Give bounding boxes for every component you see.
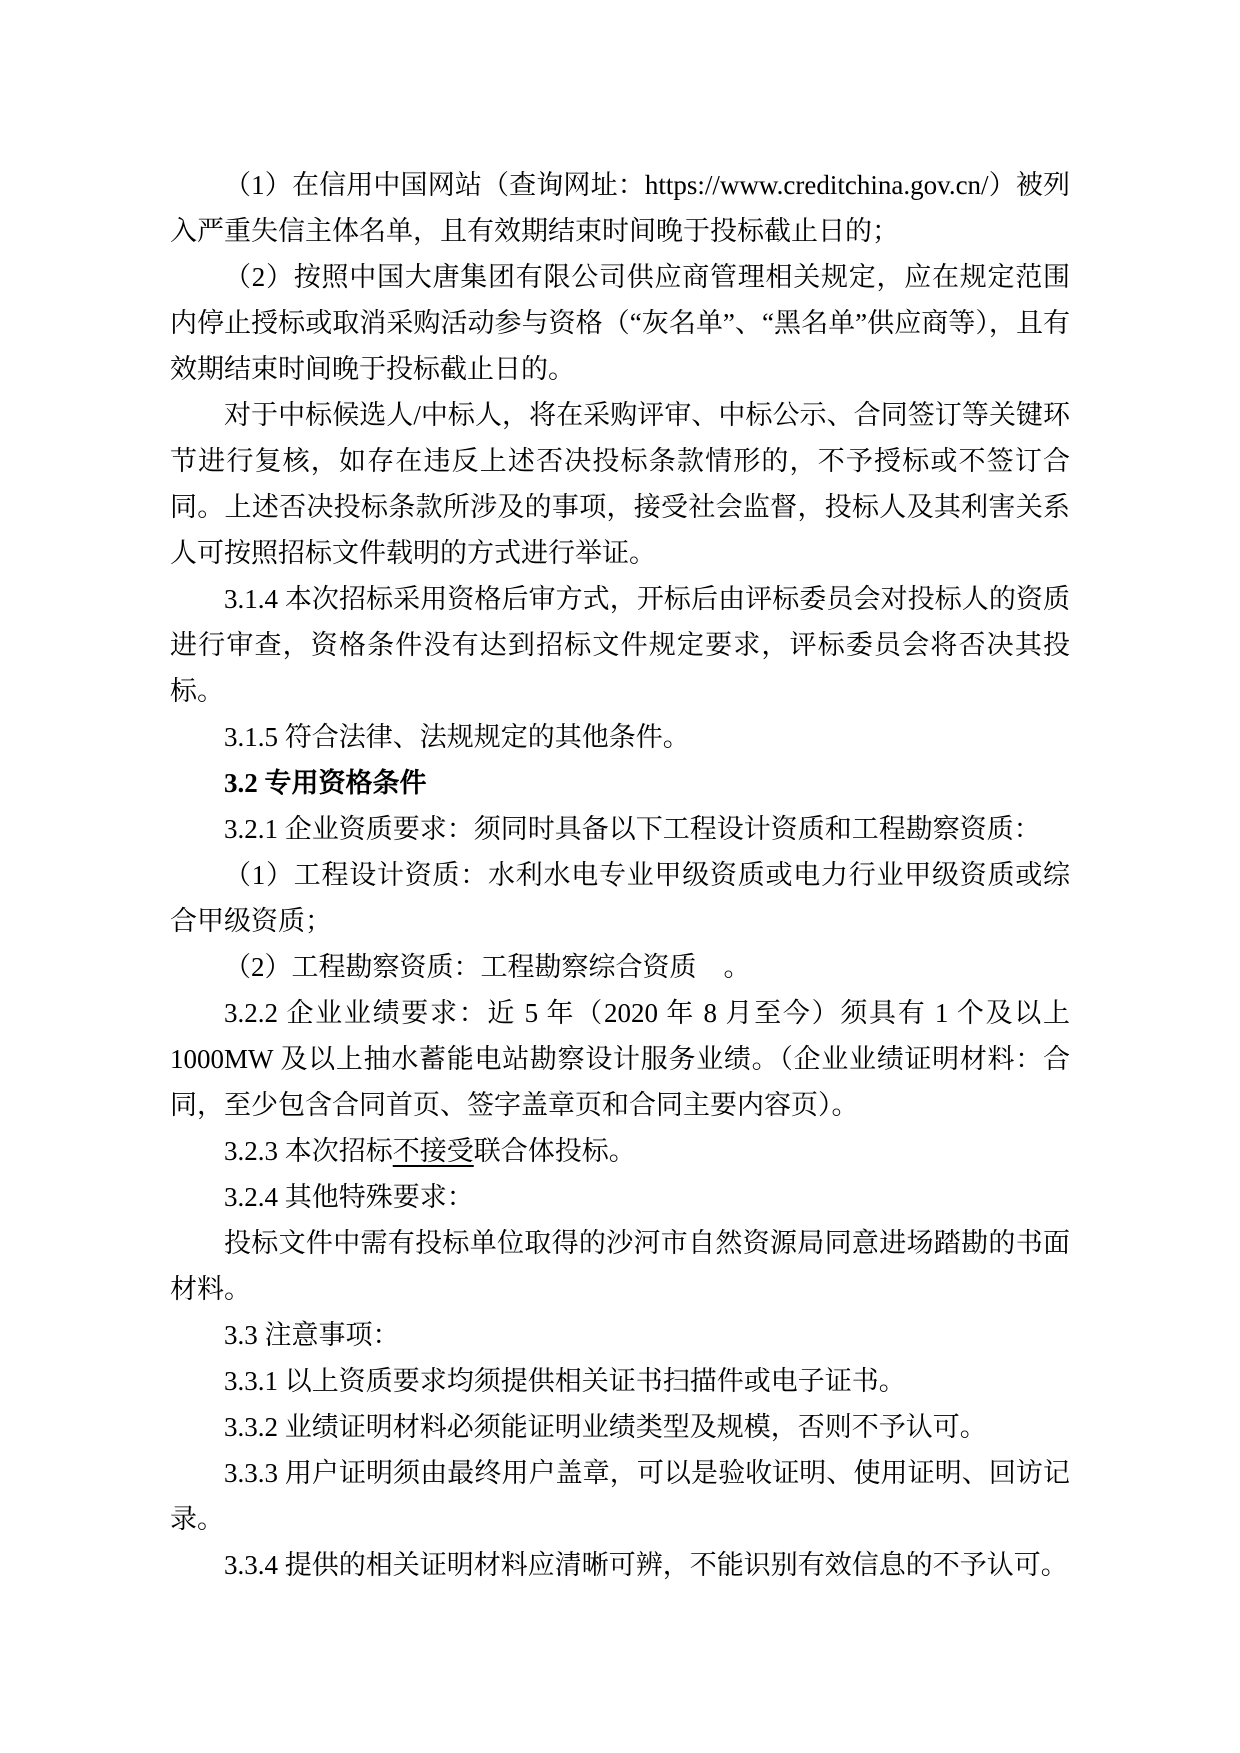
paragraph <box>170 254 1070 392</box>
paragraph <box>170 714 1070 760</box>
paragraph <box>170 1312 1070 1358</box>
paragraph <box>170 1404 1070 1450</box>
paragraph <box>170 392 1070 576</box>
underlined-text: 不接受 <box>392 1136 474 1166</box>
text-run: 3.2.1 企业资质要求：须同时具备以下工程设计资质和工程勘察资质： <box>224 814 1041 844</box>
paragraph <box>170 162 1070 254</box>
text-run: 3.3.3 用户证明须由最终用户盖章，可以是验收证明、使用证明、回访记录。 <box>170 1458 1070 1534</box>
paragraph <box>170 1450 1070 1542</box>
paragraph <box>170 1128 1070 1174</box>
paragraph <box>170 1358 1070 1404</box>
paragraph <box>170 1220 1070 1312</box>
text-run: 3.2.4 其他特殊要求： <box>224 1182 474 1212</box>
text-run: （2）工程勘察资质：工程勘察综合资质 。 <box>224 952 751 982</box>
text-run: 3.3.2 业绩证明材料必须能证明业绩类型及规模，否则不予认可。 <box>224 1412 987 1442</box>
section-heading <box>170 760 1070 806</box>
paragraph <box>170 1174 1070 1220</box>
text-run: 3.2.3 本次招标 <box>224 1136 393 1166</box>
paragraph <box>170 852 1070 944</box>
paragraph <box>170 990 1070 1128</box>
text-run: 3.3.1 以上资质要求均须提供相关证书扫描件或电子证书。 <box>224 1366 906 1396</box>
text-run: 3.3 注意事项： <box>224 1320 400 1350</box>
text-run: 3.1.4 本次招标采用资格后审方式，开标后由评标委员会对投标人的资质进行审查，资格条件没有达到招标文件规定要求，评标委员会将否决其投标。 <box>170 584 1070 706</box>
paragraph <box>170 576 1070 714</box>
text-run: 3.2 专用资格条件 <box>224 768 427 798</box>
text-run: 3.3.4 提供的相关证明材料应清晰可辨，不能识别有效信息的不予认可。 <box>224 1550 1068 1580</box>
document-body <box>170 162 1070 1588</box>
text-run: 联合体投标。 <box>473 1136 636 1166</box>
text-run: （1）工程设计资质：水利水电专业甲级资质或电力行业甲级资质或综合甲级资质； <box>170 860 1070 936</box>
paragraph <box>170 1542 1070 1588</box>
text-run: （2）按照中国大唐集团有限公司供应商管理相关规定，应在规定范围内停止授标或取消采购活动参与资格（“灰名单”、“黑名单”供应商等），且有效期结束时间晚于投标截止日的。 <box>170 262 1070 384</box>
text-run: 3.1.5 符合法律、法规规定的其他条件。 <box>224 722 690 752</box>
paragraph <box>170 806 1070 852</box>
text-run: （1）在信用中国网站（查询网址：https://www.creditchina.gov.cn/）被列入严重失信主体名单，且有效期结束时间晚于投标截止日的； <box>170 170 1070 246</box>
text-run: 投标文件中需有投标单位取得的沙河市自然资源局同意进场踏勘的书面材料。 <box>170 1228 1070 1304</box>
paragraph <box>170 944 1070 990</box>
text-run: 对于中标候选人/中标人，将在采购评审、中标公示、合同签订等关键环节进行复核，如存在违反上述否决投标条款情形的，不予授标或不签订合同。上述否决投标条款所涉及的事项，接受社会监督，投标人及其利害关系人可按照招标文件载明的方式进行举证。 <box>170 400 1070 568</box>
text-run: 3.2.2 企业业绩要求：近 5 年（2020 年 8 月至今）须具有 1 个及以上 1000MW 及以上抽水蓄能电站勘察设计服务业绩。（企业业绩证明材料：合同，至少包含合同首页、签字盖章页和合同主要内容页）。 <box>170 998 1070 1120</box>
